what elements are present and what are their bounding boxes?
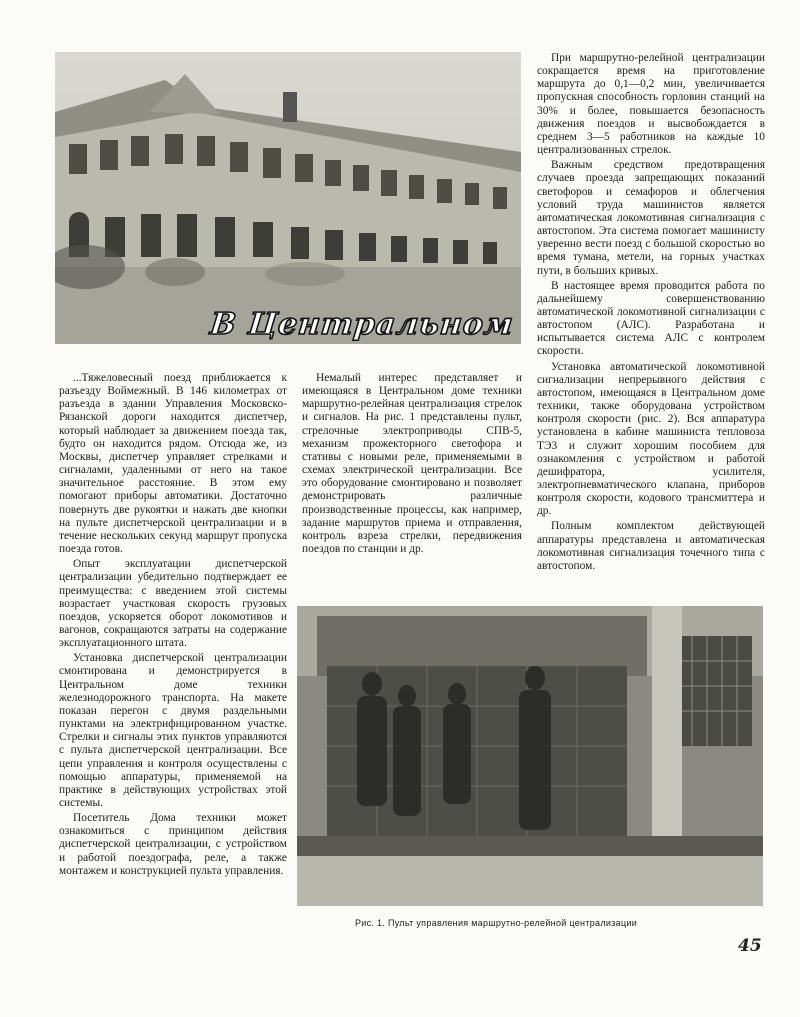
header-photo (55, 52, 521, 344)
paragraph: Полным комплектом действующей аппаратуры представлена и автоматическая локомотивная сигнализация точечного типа с автостопом. (537, 520, 765, 572)
paragraph: При маршрутно-релейной централизации сокращается время на приготовление маршрута до 0,1—0,2 мин, увеличивается пропускная способность горловин станций на 30% и более, повышается безопасность движения поездов и высвобождается в среднем 3—5 работников на каждые 10 централизованных стрелок. (537, 52, 765, 157)
building-illustration (55, 52, 521, 344)
paragraph: Установка автоматической локомотивной сигнализации непрерывного действия с автостопом, имеющаяся в Центральном доме техники, также оборудована устройством контроля скорости (рис. 2). Вся аппаратура установлена в кабине машиниста тепловоза ТЭ3 и служит хорошим пособием для ознакомления с устройством и работой дешифратора, усилителя, электропневматического клапана, приборов контроля скорости, кодового трансмиттера и др. (537, 360, 765, 518)
control-room-illustration (297, 606, 763, 906)
middle-column (302, 372, 522, 556)
page-title (141, 307, 521, 344)
right-column (537, 52, 765, 573)
paragraph: Опыт эксплуатации диспетчерской централизации убедительно подтверждает ее преимущества: с введением этой системы возрастает участковая скорость грузовых поездов, ускоряется оборот локомотивов и вагонов, сокращаются затраты на содержание эксплуатационного штата. (59, 558, 287, 650)
title-line-2 (141, 343, 521, 344)
title-line-1: В Центральном (208, 307, 516, 342)
paragraph: Немалый интерес представляет и имеющаяся в Центральном доме техники маршрутно-релейная централизация стрелок и сигналов. На рис. 1 представлены пульт, стрелочные электроприводы СПВ-5, механизм прожекторного светофора и стативы с новыми реле, применяемыми в схемах электрической централизации. Все это оборудование смонтировано и позволяет демонстрировать различные производственные процессы, как например, задание маршрутов приема и отправления, контроль взреза стрелки, передвижения поездов по станции и др. (302, 372, 522, 556)
paragraph: ...Тяжеловесный поезд приближается к разъезду Воймежный. В 146 километрах от разъезда в здании Управления Московско-Рязанской дороги находится диспетчер, который наблюдает за движением поезда так, будто он находится рядом. Отсюда же, из Москвы, диспетчер управляет стрелками и сигналами, удаленными от него на такое значительное расстояние. В этом ему помогают приборы автоматики. Достаточно повернуть две рукоятки и нажать две кнопки на пульте диспетчерской централизации и в течение нескольких секунд маршрут пропуска поезда готов. (59, 372, 287, 556)
paragraph: Посетитель Дома техники может ознакомиться с принципом действия диспетчерской централизации, с устройством и работой поездографа, реле, а также монтажем и конструкцией пульта управления. (59, 812, 287, 877)
left-column (59, 372, 287, 878)
page-number: 45 (738, 936, 762, 956)
paragraph: Важным средством предотвращения случаев проезда запрещающих показаний светофоров и семафоров и облегчения условий труда машинистов является автоматическая локомотивная сигнализация с автостопом. Эта система помогает машинисту уверенно вести поезд с большой скоростью во время тумана, метели, на горных участках пути, в больших кривых. (537, 159, 765, 277)
paragraph: В настоящее время проводится работа по дальнейшему совершенствованию автоматической локомотивной сигнализации с автостопом (АЛС). Разработана и испытывается система АЛС с контролем скорости. (537, 279, 765, 358)
paragraph: Установка диспетчерской централизации смонтирована и демонстрируется в Центральном доме техники железнодорожного транспорта. На макете показан перегон с двумя раздельными пунктами на электрифицированном участке. Стрелки и сигналы этих пунктов управляются с пульта диспетчерской централизации. Все цепи управления и контроля осуществлены с помощью аппаратуры, применяемой на практике в действующих устройствах этой системы. (59, 652, 287, 809)
figure-photo (297, 606, 763, 906)
figure-caption: Рис. 1. Пульт управления маршрутно-релейной централизации (355, 918, 638, 928)
